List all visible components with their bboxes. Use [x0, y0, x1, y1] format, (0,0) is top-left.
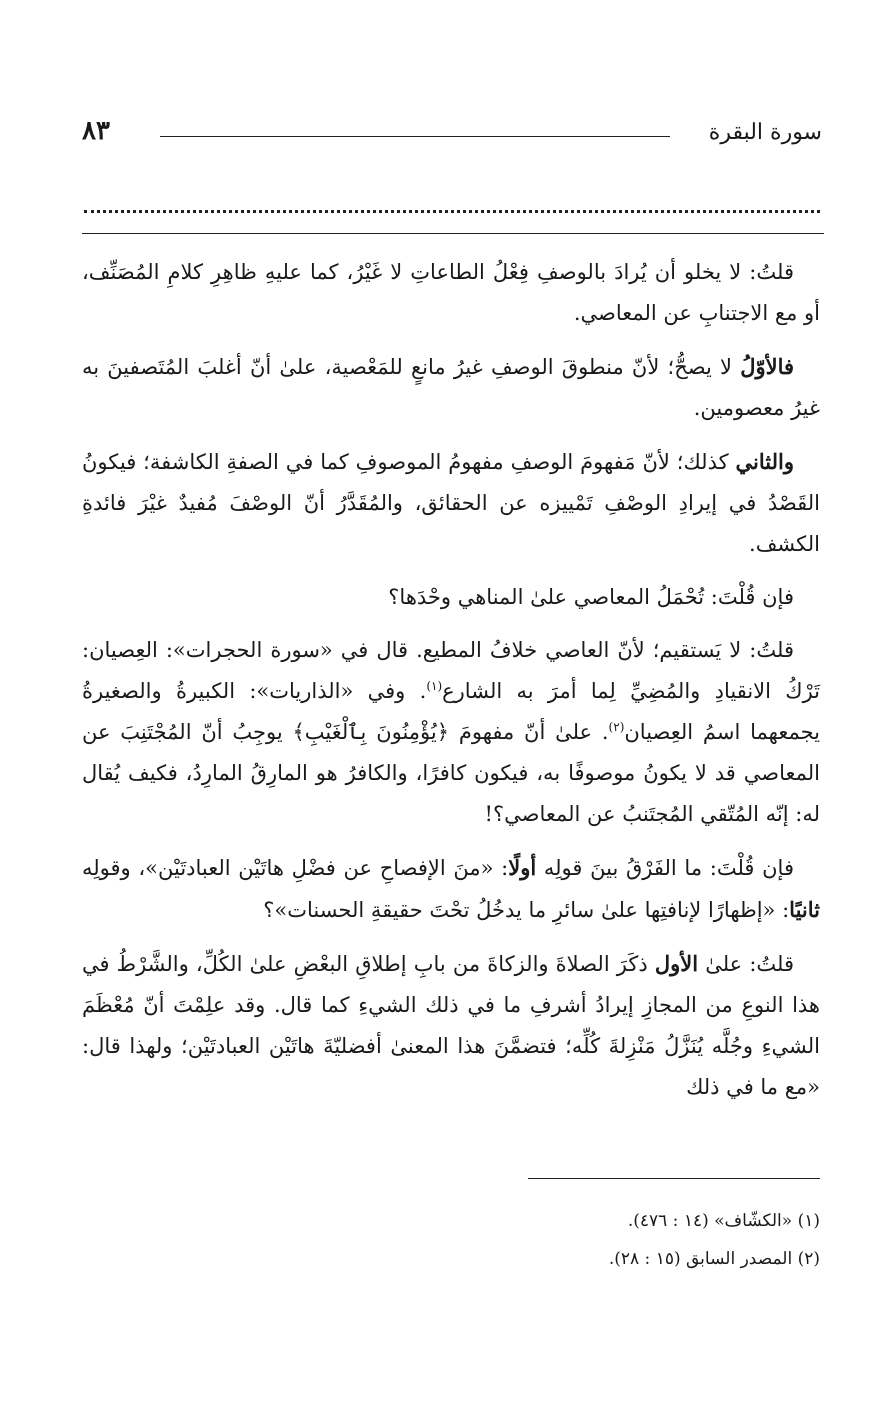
paragraph-text: قلتُ: لا يخلو أن يُرادَ بالوصفِ فِعْلُ الطاعاتِ لا غَيْرُ، كما عليهِ ظاهِرِ كلامِ المُصَنِّف، أو مع الاجتنابِ عن المعاصي. — [82, 260, 820, 325]
paragraph — [82, 346, 820, 429]
page-number: ٨٣ — [82, 116, 110, 146]
text-top-rule — [82, 233, 824, 234]
paragraph — [82, 847, 820, 931]
paragraph — [82, 252, 820, 334]
paragraph-lead: والثاني — [735, 449, 794, 474]
paragraph-text: كذلك؛ لأنّ مَفهومَ الوصفِ مفهومُ الموصوفِ كما في الصفةِ الكاشفة؛ فيكونُ القَصْدُ في إيرادِ الوصْفِ تَمْييزه عن الحقائق، والمُقَدَّرُ أنّ الوصْفَ مُفيدٌ غيْرَ فائدةِ الكشف. — [82, 450, 820, 556]
main-text — [82, 252, 820, 1120]
footnotes — [82, 1202, 820, 1278]
footnote-1: (١) «الكشّاف» (١٤ : ٤٧٦). — [627, 1211, 820, 1231]
footnote-ref-1[interactable]: (١) — [426, 679, 443, 693]
paragraph-text: . علىٰ أنّ مفهومَ ﴿يُؤْمِنُونَ بِٱلْغَيْبِ﴾ يوجِبُ أنّ المُجْتَنِبَ عن المعاصي قد لا يكونُ موصوفًا به، فيكون كافرًا، والكافرُ هو المارِقُ المارِدُ، فكيف يُقال له: إنّه المُتّقي المُجتَنبُ عن المعاصي؟! — [82, 720, 820, 826]
dotted-separator — [84, 196, 820, 213]
bold-term: ثانيًا — [789, 897, 820, 922]
paragraph-text: . وفي «الذاريات»: الكبيرةُ والصغيرةُ يجمعهما اسمُ العِصيان — [82, 679, 820, 744]
paragraph-text: : «إظهارًا لإنافتِها علىٰ سائرِ ما يدخُلُ تحْتَ حقيقةِ الحسنات»؟ — [263, 898, 790, 922]
page-header — [82, 114, 822, 154]
paragraph — [82, 577, 820, 618]
paragraph-text: لا يصحُّ؛ لأنّ منطوقَ الوصفِ غيرُ مانعٍ للمَعْصية، علىٰ أنّ أغلبَ المُتَصفينَ به غيرُ معصومين. — [82, 355, 820, 420]
bold-term: الأول — [654, 951, 699, 976]
paragraph — [82, 630, 820, 835]
paragraph-text: فإن قُلْتَ: تُحْمَلُ المعاصي علىٰ المناهي وحْدَها؟ — [388, 585, 794, 609]
paragraph-text: ذكَرَ الصلاةَ والزكاةَ من بابِ إطلاقِ البعْضِ علىٰ الكُلِّ، والشَّرْطُ في هذا النوعِ من المجازِ إيرادُ أشرفِ ما في ذلك الشيءِ كما قال. وقد علِمْتَ أنّ مُعْظَمَ الشيءِ وجُلَّه يُنَزَّلُ مَنْزِلةَ كُلِّه؛ فتضمَّنَ هذا المعنىٰ أفضليّةَ هاتَيْن العبادتَيْن؛ ولهذا قال: «مع ما في ذلك — [82, 952, 820, 1099]
header-rule — [160, 136, 670, 137]
paragraph-text: قلتُ: علىٰ — [698, 952, 795, 976]
paragraph-text: : «منَ الإفصاحِ عن فضْلِ هاتَيْن العبادتَيْن»، وقولِه — [82, 856, 509, 880]
paragraph — [82, 943, 820, 1108]
paragraph-text: فإن قُلْتَ: ما الفَرْقُ بينَ قولِه — [536, 856, 794, 880]
paragraph-lead: فالأوّلُ — [740, 354, 794, 379]
footnote-rule — [528, 1178, 820, 1179]
paragraph-text: قلتُ: لا يَستقيم؛ لأنّ العاصي خلافُ المطيع. قال في «سورة الحجرات»: العِصيان: تَرْكُ الانقيادِ والمُضِيِّ لِما أمرَ به الشارع — [82, 638, 821, 703]
surah-title: سورة البقرة — [708, 120, 822, 145]
footnote-ref-2[interactable]: (٢) — [608, 720, 625, 734]
footnote-2: (٢) المصدر السابق (١٥ : ٢٨). — [608, 1249, 820, 1269]
paragraph — [82, 441, 820, 565]
bold-term: أولًا — [508, 855, 537, 880]
